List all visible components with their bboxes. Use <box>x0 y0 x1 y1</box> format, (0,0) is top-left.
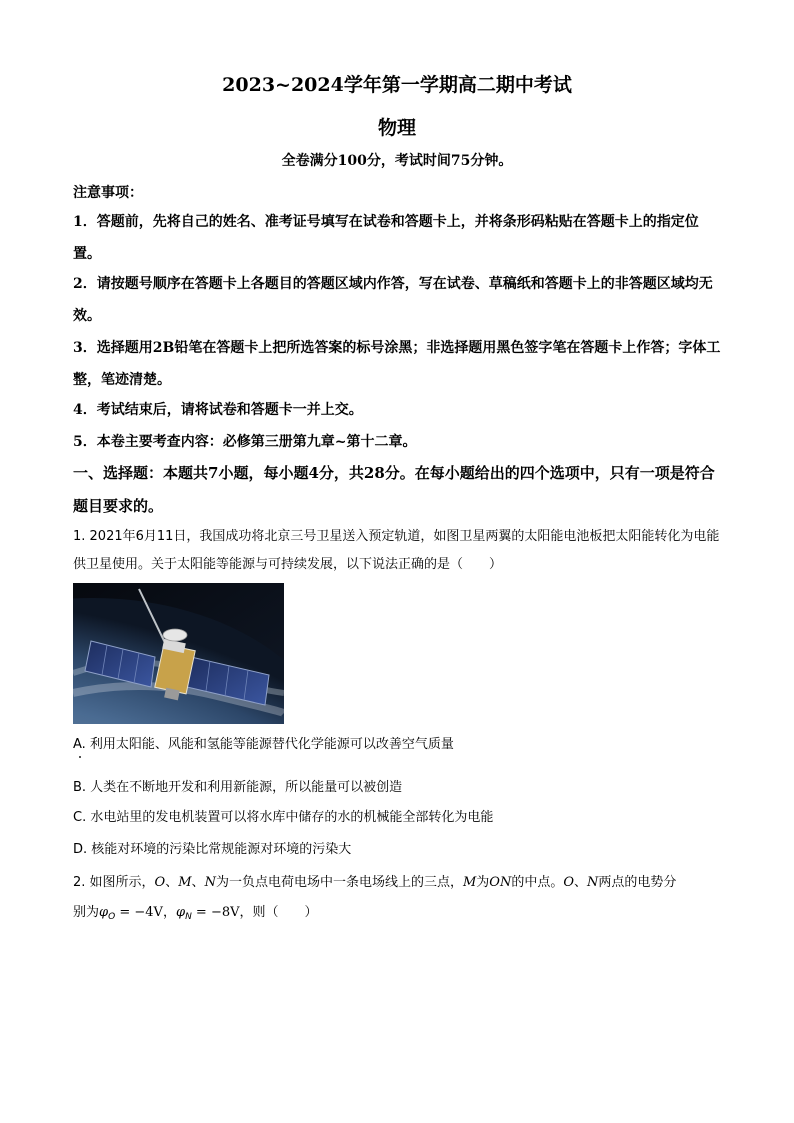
point-n: N <box>587 875 599 890</box>
notice-item-2: 2．请按题号顺序在答题卡上各题目的答题区域内作答，写在试卷、草稿纸和答题卡上的非答题区域均无效。 <box>73 276 713 324</box>
section-heading-choice: 一、选择题：本题共7小题，每小题4分，共28分。在每小题给出的四个选项中，只有一项是符合题目要求的。 <box>73 464 715 515</box>
q2-text: 、 <box>574 875 588 890</box>
point-m: M <box>462 875 477 890</box>
q2-text: 为一负点电荷电场中一条电场线上的三点， <box>215 875 463 890</box>
satellite-image <box>73 583 284 724</box>
point-m: M <box>178 875 192 890</box>
notice-item-1: 1．答题前，先将自己的姓名、准考证号填写在试卷和答题卡上，并将条形码粘贴在答题卡上的指定位置。 <box>73 214 699 262</box>
notice-heading: 注意事项： <box>73 185 143 201</box>
q2-text: 两点的电势分 <box>598 875 677 890</box>
q2-text: 、 <box>191 875 205 890</box>
question-1-option-b: B. 人类在不断地开发和利用新能源，所以能量可以被创造 <box>73 780 403 795</box>
q2-text: ， <box>162 905 176 920</box>
satellite-illustration <box>73 583 284 724</box>
q2-text: 的中点。 <box>511 875 564 890</box>
potential-symbol: φ <box>175 905 186 920</box>
potential-o-value: = −4V <box>115 905 163 920</box>
q2-text: 2. 如图所示， <box>73 875 155 890</box>
potential-subscript-o: O <box>108 912 116 922</box>
exam-title: 2023~2024学年第一学期高二期中考试 <box>222 74 572 96</box>
notice-item-5: 5．本卷主要考查内容：必修第三册第九章~第十二章。 <box>73 434 417 450</box>
point-o: O <box>563 875 575 890</box>
q2-text: ，则（ ） <box>239 905 318 920</box>
q2-text: 、 <box>165 875 179 890</box>
q2-text: 别为 <box>73 905 100 920</box>
question-2-line-2 <box>73 901 721 922</box>
segment-on: ON <box>489 875 512 890</box>
point-o: O <box>154 875 166 890</box>
notice-item-3: 3．选择题用2B铅笔在答题卡上把所选答案的标号涂黑；非选择题用黑色签字笔在答题卡上作答；字体工整，笔迹清楚。 <box>73 340 721 388</box>
question-1-option-c: C. 水电站里的发电机装置可以将水库中储存的水的机械能全部转化为电能 <box>73 810 494 825</box>
q2-text: 为 <box>476 875 490 890</box>
potential-n-value: = −8V <box>191 905 240 920</box>
potential-symbol: φ <box>99 905 109 920</box>
potential-subscript-n: N <box>185 912 192 922</box>
question-1-option-a: A. 利用太阳能、风能和氢能等能源替代化学能源可以改善空气质量 <box>73 737 454 752</box>
notice-item-4: 4．考试结束后，请将试卷和答题卡一并上交。 <box>73 402 363 418</box>
stray-dot <box>79 756 81 758</box>
question-1-option-d: D. 核能对环境的污染比常规能源对环境的污染大 <box>73 842 352 857</box>
question-2-line-1 <box>73 866 721 900</box>
exam-subject: 物理 <box>377 117 416 139</box>
point-n: N <box>204 875 216 890</box>
question-1-stem: 1. 2021年6月11日，我国成功将北京三号卫星送入预定轨道，如图卫星两翼的太阳能电池板把太阳能转化为电能供卫星使用。关于太阳能等能源与可持续发展，以下说法正确的是（ ） <box>73 529 720 572</box>
score-line: 全卷满分100分，考试时间75分钟。 <box>281 153 513 169</box>
